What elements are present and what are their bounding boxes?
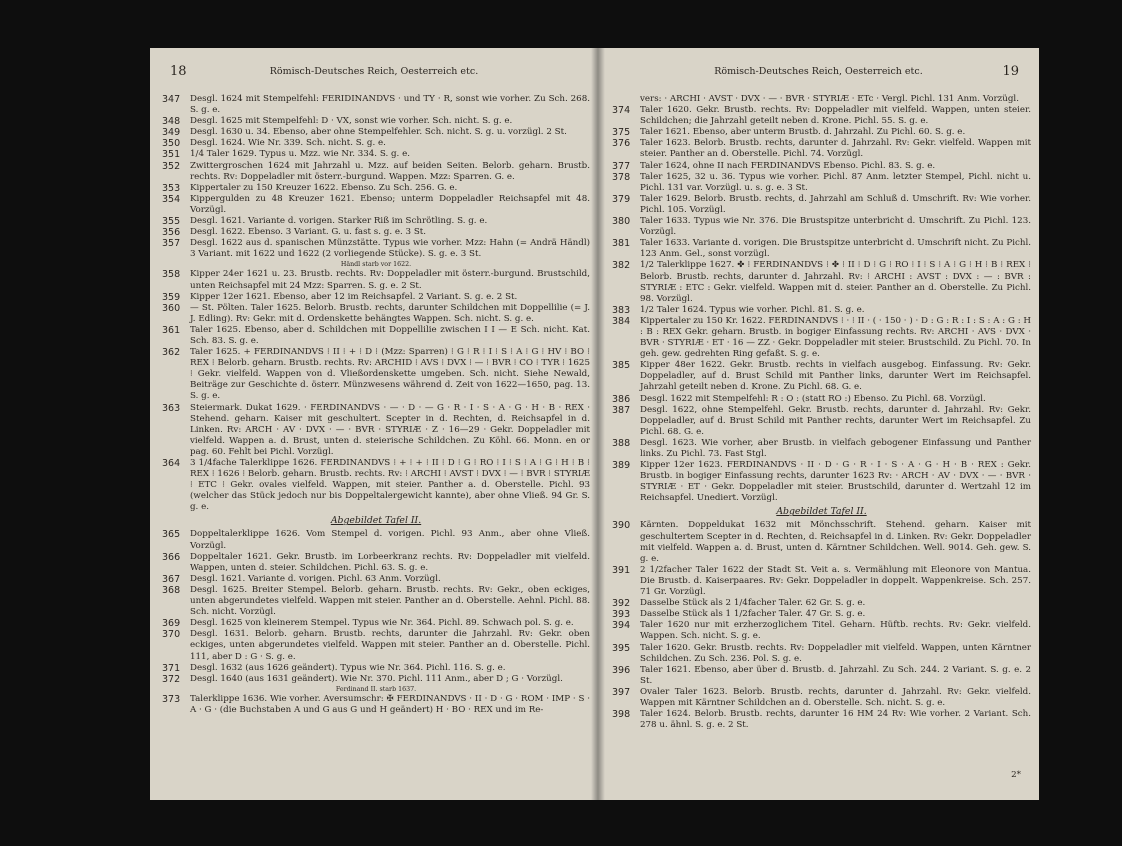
entry-number: 387 <box>612 404 631 416</box>
entry-text: Steiermark. Dukat 1629. · FERDINANDVS · — · D · — G · R · I · S · A · G · H · B · REX · Stehend. geharn. Kaiser mit geschultert. Scepter in d. Rechten, d. Reichsapfel in d. Linken. Rv: ARCH · AV · DVX · — · BVR · STYRIÆ · Z · 16—29 · Gekr. Doppeladler mit vielfeld. Wappen a. d. Brust, unten d. steierische Schildchen. Zu Köhl. 66. Monn. en or pag. 60. Fehlt bei Pichl. Vorzügl. <box>190 402 590 457</box>
entry-number: 352 <box>162 160 181 172</box>
entry-number: 376 <box>612 138 631 150</box>
entry-text: Talerklippe 1636. Wie vorher. Aversumschr: ✠ FERDINANDVS · II · D · G · ROM · IMP · S · A · G · (die Buchstaben A und G aus G und H geändert) H · BO · REX und im Re- <box>190 693 590 715</box>
entry-number: 370 <box>162 629 181 641</box>
catalog-entry <box>612 598 1031 609</box>
entry-text: Desgl. 1632 (aus 1626 geändert). Typus wie Nr. 364. Pichl. 116. S. g. e. <box>190 662 506 673</box>
catalog-entry <box>612 405 1031 438</box>
entry-number: 359 <box>162 291 181 303</box>
entry-number: 395 <box>612 642 631 654</box>
entry-text: Desgl. 1630 u. 34. Ebenso, aber ohne Stempelfehler. Sch. nicht. S. g. u. vorzügl. 2 St. <box>190 127 567 138</box>
catalog-entry <box>612 305 1031 316</box>
entry-text: Desgl. 1631. Belorb. geharn. Brustb. rechts, darunter die Jahrzahl. Rv: Gekr. oben eckiges, unten abgerundetes vielfeld. Wappen mit steier. Panther an d. Oberstelle. Pichl. 111, aber D : G · S. g. e. <box>190 629 590 662</box>
entry-number: 382 <box>612 260 631 272</box>
entry-text: Desgl. 1621. Variante d. vorigen. Pichl. 63 Anm. Vorzügl. <box>190 573 441 584</box>
catalog-entry <box>612 520 1031 564</box>
right-running-head <box>618 66 1019 82</box>
entry-number: 371 <box>162 662 181 674</box>
catalog-entry <box>612 194 1031 216</box>
entry-text: Desgl. 1621. Variante d. vorigen. Starker Riß im Schrötling. S. g. e. <box>190 216 488 227</box>
catalog-entry <box>612 161 1031 172</box>
catalog-entry <box>162 325 590 347</box>
entry-number: 374 <box>612 105 631 117</box>
entry-number: 364 <box>162 458 181 469</box>
entry-number: 361 <box>162 324 181 336</box>
entry-number: 349 <box>162 127 181 139</box>
entry-number: 379 <box>612 193 631 205</box>
entry-number: 398 <box>612 709 631 721</box>
entry-text: Desgl. 1625 mit Stempelfehl: D · VX, sonst wie vorher. Sch. nicht. S. g. e. <box>190 116 513 127</box>
catalog-entry <box>612 643 1031 665</box>
entry-number: 381 <box>612 238 631 250</box>
catalog-entry <box>162 94 590 116</box>
entry-number: 396 <box>612 664 631 676</box>
catalog-entry <box>612 438 1031 460</box>
entry-text: Taler 1633. Typus wie Nr. 376. Die Brustspitze unterbricht d. Umschrift. Zu Pichl. 123. Vorzügl. <box>640 216 1031 238</box>
right-entry-list <box>598 94 1039 731</box>
entry-text: Taler 1624. Belorb. Brustb. rechts, darunter 16 HM 24 Rv: Wie vorher. 2 Variant. Sch. 278 u. ähnl. S. g. e. 2 St. <box>640 709 1031 731</box>
catalog-entry <box>612 127 1031 138</box>
entry-number: 390 <box>612 520 631 532</box>
entry-number: 365 <box>162 529 181 541</box>
entry-number: 355 <box>162 216 181 228</box>
entry-text: Kipper 24er 1621 u. 23. Brustb. rechts. Rv: Doppeladler mit österr.-burgund. Brustschild, unten Reichsapfel mit 24 Mzz: Sparren. S. g. e. 2 St. <box>190 269 590 291</box>
entry-text: Doppeltalerklippe 1626. Vom Stempel d. vorigen. Pichl. 93 Anm., aber ohne Vließ. Vorzügl. <box>190 529 590 551</box>
entry-number: 373 <box>162 693 181 705</box>
plate-caption: Abgebildet Tafel II. <box>330 515 422 527</box>
entry-text: Desgl. 1622 aus d. spanischen Münzstätte. Typus wie vorher. Mzz: Hahn (= Andrä Händl) 3 Variant. mit 1622 und 1622 (2 vorliegende Stücke). S. g. e. 3 St. <box>190 238 590 260</box>
entry-number: 347 <box>162 94 181 105</box>
catalog-entry <box>162 574 590 585</box>
entry-text: Taler 1620. Gekr. Brustb. rechts. Rv: Doppeladler mit vielfeld. Wappen, unten Kärntner Schildchen. Zu Sch. 236. Pol. S. g. e. <box>640 642 1031 664</box>
catalog-entry <box>612 216 1031 238</box>
catalog-entry <box>612 260 1031 304</box>
entry-number: 394 <box>612 620 631 632</box>
entry-number: 383 <box>612 304 631 316</box>
entry-number: 362 <box>162 347 181 359</box>
right-page-number: 19 <box>1002 64 1019 79</box>
entry-text: Kippergulden zu 48 Kreuzer 1621. Ebenso; unterm Doppeladler Reichsapfel mit 48. Vorzügl. <box>190 193 590 215</box>
entry-text: Taler 1620. Gekr. Brustb. rechts. Rv: Doppeladler mit vielfeld. Wappen, unten steier. Schildchen; die Jahrzahl geteilt neben d. Krone. Pichl. 55. S. g. e. <box>640 105 1031 127</box>
catalog-entry <box>612 665 1031 687</box>
catalog-entry <box>162 116 590 127</box>
entry-text: 2 1/2facher Taler 1622 der Stadt St. Veit a. s. Vermählung mit Eleonore von Mantua. Die Brustb. d. Kaiserpaares. Rv: Gekr. Doppeladler in doppelt. Wappenkreise. Sch. 257. 71 Gr. Vorzügl. <box>640 564 1031 598</box>
catalog-entry <box>612 709 1031 731</box>
catalog-entry <box>162 585 590 618</box>
entry-number: 369 <box>162 618 181 630</box>
entry-text: Taler 1633. Variante d. vorigen. Die Brustspitze unterbricht d. Umschrift nicht. Zu Pichl. 123 Anm. Gel., sonst vorzügl. <box>640 238 1031 260</box>
entry-text: Desgl. 1624 mit Stempelfehl: FERIDINANDVS · und TY · R, sonst wie vorher. Zu Sch. 268. S. g. e. <box>190 94 590 116</box>
footnote: Händl starb vor 1622. <box>340 261 412 269</box>
catalog-entry <box>162 138 590 149</box>
entry-number: 350 <box>162 138 181 150</box>
right-page <box>598 48 1039 800</box>
entry-text: Desgl. 1640 (aus 1631 geändert). Wie Nr. 370. Pichl. 111 Anm., aber D ; G · Vorzügl. <box>190 673 563 684</box>
entry-number: 378 <box>612 171 631 183</box>
catalog-entry <box>612 394 1031 405</box>
entry-text: Desgl. 1625 von kleinerem Stempel. Typus wie Nr. 364. Pichl. 89. Schwach pol. S. g. e. <box>190 618 574 629</box>
entry-number: 380 <box>612 216 631 228</box>
entry-number: 354 <box>162 193 181 205</box>
catalog-entry <box>162 161 590 183</box>
entry-text: Desgl. 1623. Wie vorher, aber Brustb. in vielfach gebogener Einfassung und Panther links. Zu Pichl. 73. Fast Stgl. <box>640 437 1031 459</box>
entry-number: 358 <box>162 269 181 281</box>
catalog-entry <box>162 127 590 138</box>
catalog-entry <box>162 347 590 402</box>
catalog-entry <box>612 172 1031 194</box>
left-running-head <box>170 66 578 82</box>
entry-number: 357 <box>162 238 181 250</box>
entry-number: 368 <box>162 584 181 596</box>
entry-text: Doppeltaler 1621. Gekr. Brustb. im Lorbeerkranz rechts. Rv: Doppeladler mit vielfeld. Wappen, unten d. steier. Schildchen. Pichl. 63. S. g. e. <box>190 551 590 573</box>
entry-number: 377 <box>612 160 631 172</box>
catalog-entry <box>162 216 590 227</box>
entry-text: Kipper 12er 1623. FERDINANDVS · II · D · G · R · I · S · A · G · H · B · REX : Gekr. Brustb. in bogiger Einfassung rechts, darunter 1623 Rv: · ARCH · AV · DVX · — · BVR · STYRIÆ · ET · Gekr. Doppeladler mit steier. Brustschild, darunter d. Wertzahl 12 im Reichsapfel. Unediert. Vorzügl. <box>640 460 1031 504</box>
signature-mark: 2* <box>1011 770 1021 780</box>
entry-text: Taler 1623. Belorb. Brustb. rechts, darunter d. Jahrzahl. Rv: Gekr. vielfeld. Wappen mit steier. Panther an d. Oberstelle. Pichl. 74. Vorzügl. <box>640 138 1031 160</box>
entry-text: Desgl. 1622, ohne Stempelfehl. Gekr. Brustb. rechts, darunter d. Jahrzahl. Rv: Gekr. Doppeladler, auf d. Brust Schild mit Panther rechts, darunter Wert im Reichsapfel. Zu Pichl. 68. G. e. <box>640 404 1031 437</box>
catalog-entry <box>162 552 590 574</box>
catalog-entry <box>612 565 1031 598</box>
catalog-entry <box>162 403 590 458</box>
catalog-entry <box>162 458 590 513</box>
entry-text: Kärnten. Doppeldukat 1632 mit Mönchsschrift. Stehend. geharn. Kaiser mit geschultertem Scepter in d. Rechten, d. Reichsapfel in d. Linken. Rv: Gekr. Doppeladler mit vielfeld. Wappen a. d. Brust, unten d. Kärntner Schildchen. Well. 9014. Geh. gew. S. g. e. <box>640 520 1031 564</box>
continuation-text: vers: · ARCHI · AVST · DVX · — · BVR · STYRIÆ · ETc · Vergl. Pichl. 131 Anm. Vorzügl. <box>640 94 1019 104</box>
catalog-entry <box>612 460 1031 504</box>
catalog-entry <box>612 316 1031 360</box>
footnote: Ferdinand II. starb 1637. <box>335 685 417 693</box>
entry-number: 386 <box>612 393 631 405</box>
plate-caption: Abgebildet Tafel II. <box>776 506 867 518</box>
catalog-entry <box>612 620 1031 642</box>
entry-text: Taler 1625. Ebenso, aber d. Schildchen mit Doppellilie zwischen I I — E Sch. nicht. Kat. Sch. 83. S. g. e. <box>190 324 590 346</box>
entry-text: — St. Pölten. Taler 1625. Belorb. Brustb. rechts, darunter Schildchen mit Doppellilie (= J. J. Edling). Rv: Gekr. mit d. Ordenskette behängtes Wappen. Sch. nicht. S. g. e. <box>190 302 590 324</box>
entry-text: Zwittergroschen 1624 mit Jahrzahl u. Mzz. auf beiden Seiten. Belorb. geharn. Brustb. rechts. Rv: Doppeladler mit österr.-burgund. Wappen. Mzz: Sparren. G. e. <box>190 160 590 182</box>
entry-number: 360 <box>162 302 181 314</box>
entry-text: Dasselbe Stück als 2 1/4facher Taler. 62 Gr. S. g. e. <box>640 598 866 609</box>
entry-text: Taler 1629. Belorb. Brustb. rechts, d. Jahrzahl am Schluß d. Umschrift. Rv: Wie vorher. Pichl. 105. Vorzügl. <box>640 193 1031 215</box>
entry-text: Taler 1621. Ebenso, aber unterm Brustb. d. Jahrzahl. Zu Pichl. 60. S. g. e. <box>640 127 966 138</box>
entry-text: Taler 1624, ohne II nach FERDINANDVS Ebenso. Pichl. 83. S. g. e. <box>640 160 936 171</box>
catalog-entry <box>162 674 590 685</box>
catalog-entry <box>162 238 590 260</box>
entry-text: Taler 1625, 32 u. 36. Typus wie vorher. Pichl. 87 Anm. letzter Stempel, Pichl. nicht u. Pichl. 131 var. Vorzügl. u. s. g. e. 3 St. <box>640 171 1031 193</box>
entry-text: Taler 1621. Ebenso, aber über d. Brustb. d. Jahrzahl. Zu Sch. 244. 2 Variant. S. g. e. 2 St. <box>640 664 1031 686</box>
catalog-entry <box>162 618 590 629</box>
entry-number: 392 <box>612 598 631 610</box>
catalog-entry <box>612 687 1031 709</box>
catalog-entry <box>612 609 1031 620</box>
catalog-entry <box>612 238 1031 260</box>
entry-text: Ovaler Taler 1623. Belorb. Brustb. rechts, darunter d. Jahrzahl. Rv: Gekr. vielfeld. Wappen mit Kärntner Schildchen an d. Oberstelle. Sch. nicht. S. g. e. <box>640 686 1031 708</box>
book-gutter <box>591 48 605 800</box>
entry-text: Taler 1620 nur mit erzherzoglichem Titel. Geharn. Hüftb. rechts. Rv: Gekr. vielfeld. Wappen. Sch. nicht. S. g. e. <box>640 620 1031 642</box>
entry-text: 1/2 Taler 1624. Typus wie vorher. Pichl. 81. S. g. e. <box>640 304 865 315</box>
catalog-entry <box>162 269 590 291</box>
entry-text: 3 1/4fache Talerklippe 1626. FERDINANDVS ⁝ + ⁝ + ⁝ II ⁝ D ⁝ G ⁝ RO ⁝ I ⁝ S ⁝ A ⁝ G ⁝ H ⁝ B ⁝ REX ⁝ 1626 ⁝ Belorb. geharn. Brustb. rechts. Rv: ⁝ ARCHI ⁝ AVST ⁝ DVX ⁝ — ⁝ BVR ⁝ STYRIÆ ⁝ ETC ⁝ Gekr. ovales vielfeld. Wappen, mit steier. Panther a. d. Oberstelle. Pichl. 93 (welcher das Stück jedoch nur bis Doppeltalergewicht kannte), aber ohne Vließ. 94 Gr. S. g. e. <box>190 458 590 513</box>
entry-number: 389 <box>612 460 631 472</box>
entry-number: 391 <box>612 564 631 576</box>
catalog-entry <box>612 105 1031 127</box>
entry-text: Kippertaler zu 150 Kr. 1622. FERDINANDVS ⁝ · ⁝ II · ( · 150 · ) · D : G : R : I : S : A : G : H : B : REX Gekr. geharn. Brustb. in bogiger Einfassung rechts. Rv: ARCHI · AVS · DVX · BVR · STYRIÆ · ET · 16 — ZZ · Gekr. Doppeladler mit steier. Brustschild. Zu Pichl. 70. In geh. gew. gedrehten Ring gefaßt. S. g. e. <box>640 315 1031 360</box>
left-page <box>150 48 598 800</box>
catalog-entry <box>162 303 590 325</box>
entry-number: 372 <box>162 673 181 685</box>
entry-text: Dasselbe Stück als 1 1/2facher Taler. 47 Gr. S. g. e. <box>640 609 866 620</box>
catalog-entry <box>162 194 590 216</box>
entry-number: 363 <box>162 402 181 414</box>
entry-number: 367 <box>162 573 181 585</box>
catalog-entry <box>612 360 1031 393</box>
entry-text: Kippertaler zu 150 Kreuzer 1622. Ebenso. Zu Sch. 256. G. e. <box>190 182 458 193</box>
entry-number: 356 <box>162 227 181 239</box>
entry-number: 384 <box>612 315 631 327</box>
entry-text: Desgl. 1622. Ebenso. 3 Variant. G. u. fast s. g. e. 3 St. <box>190 227 427 238</box>
entry-text: Kipper 12er 1621. Ebenso, aber 12 im Reichsapfel. 2 Variant. S. g. e. 2 St. <box>190 291 518 302</box>
catalog-entry <box>162 149 590 160</box>
right-running-title: Römisch-Deutsches Reich, Oesterreich etc. <box>714 66 923 77</box>
catalog-entry <box>162 529 590 551</box>
left-page-number: 18 <box>170 64 187 79</box>
catalog-entry <box>162 663 590 674</box>
catalog-entry <box>162 694 590 716</box>
catalog-entry <box>162 183 590 194</box>
entry-number: 388 <box>612 437 631 449</box>
entry-text: 1/4 Taler 1629. Typus u. Mzz. wie Nr. 334. S. g. e. <box>190 149 410 160</box>
entry-number: 366 <box>162 551 181 563</box>
catalog-entry <box>162 629 590 662</box>
left-running-title: Römisch-Deutsches Reich, Oesterreich etc. <box>269 66 479 77</box>
entry-number: 393 <box>612 609 631 621</box>
entry-text: Taler 1625. + FERDINANDVS ⁝ II ⁝ + ⁝ D ⁝ (Mzz: Sparren) ⁝ G ⁝ R ⁝ I ⁝ S ⁝ A ⁝ G ⁝ HV ⁝ BO ⁝ REX ⁝ Belorb. geharn. Brustb. rechts. Rv: ARCHID ⁝ AVS ⁝ DVX ⁝ — ⁝ BVR ⁝ CO ⁝ TYR ⁝ 1625 ⁝ Gekr. vielfeld. Wappen von d. Vließordenskette umgeben. Sch. nicht. Siehe Newald, Beiträge zur Geschichte d. österr. Münzwesens während d. Zeit von 1622—1650, pag. 13. S. g. e. <box>190 347 590 402</box>
entry-number: 385 <box>612 360 631 372</box>
entry-text: 1/2 Talerklippe 1627. ✤ ⁝ FERDINANDVS ⁝ ✤ ⁝ II ⁝ D ⁝ G ⁝ RO ⁝ I ⁝ S ⁝ A ⁝ G ⁝ H ⁝ B ⁝ REX ⁝ Belorb. Brustb. rechts, darunter d. Jahrzahl. Rv: ⁝ ARCHI : AVST : DVX : — : BVR : STYRIÆ : ETC : Gekr. vielfeld. Wappen mit d. steier. Panther an d. Oberstelle. Zu Pichl. 98. Vorzügl. <box>640 260 1031 304</box>
entry-number: 375 <box>612 127 631 139</box>
entry-text: Desgl. 1622 mit Stempelfehl: R : O : (statt RO :) Ebenso. Zu Pichl. 68. Vorzügl. <box>640 393 986 404</box>
entry-text: Desgl. 1624. Wie Nr. 339. Sch. nicht. S. g. e. <box>190 138 386 149</box>
entry-number: 348 <box>162 116 181 128</box>
catalog-entry <box>162 292 590 303</box>
entry-text: Kipper 48er 1622. Gekr. Brustb. rechts in vielfach ausgebog. Einfassung. Rv: Gekr. Doppeladler, auf d. Brust Schild mit Panther links, darunter Wert im Reichsapfel. Jahrzahl geteilt neben d. Krone. Zu Pichl. 68. G. e. <box>640 360 1031 393</box>
entry-number: 397 <box>612 686 631 698</box>
entry-number: 353 <box>162 182 181 194</box>
catalog-entry <box>162 227 590 238</box>
catalog-entry <box>612 138 1031 160</box>
left-entry-list <box>150 94 598 716</box>
entry-text: Desgl. 1625. Breiter Stempel. Belorb. geharn. Brustb. rechts. Rv: Gekr., oben eckiges, unten abgerundetes vielfeld. Wappen mit steier. Panther an d. Oberstelle. Aehnl. Pichl. 88. Sch. nicht. Vorzügl. <box>190 584 590 618</box>
entry-number: 351 <box>162 149 181 161</box>
